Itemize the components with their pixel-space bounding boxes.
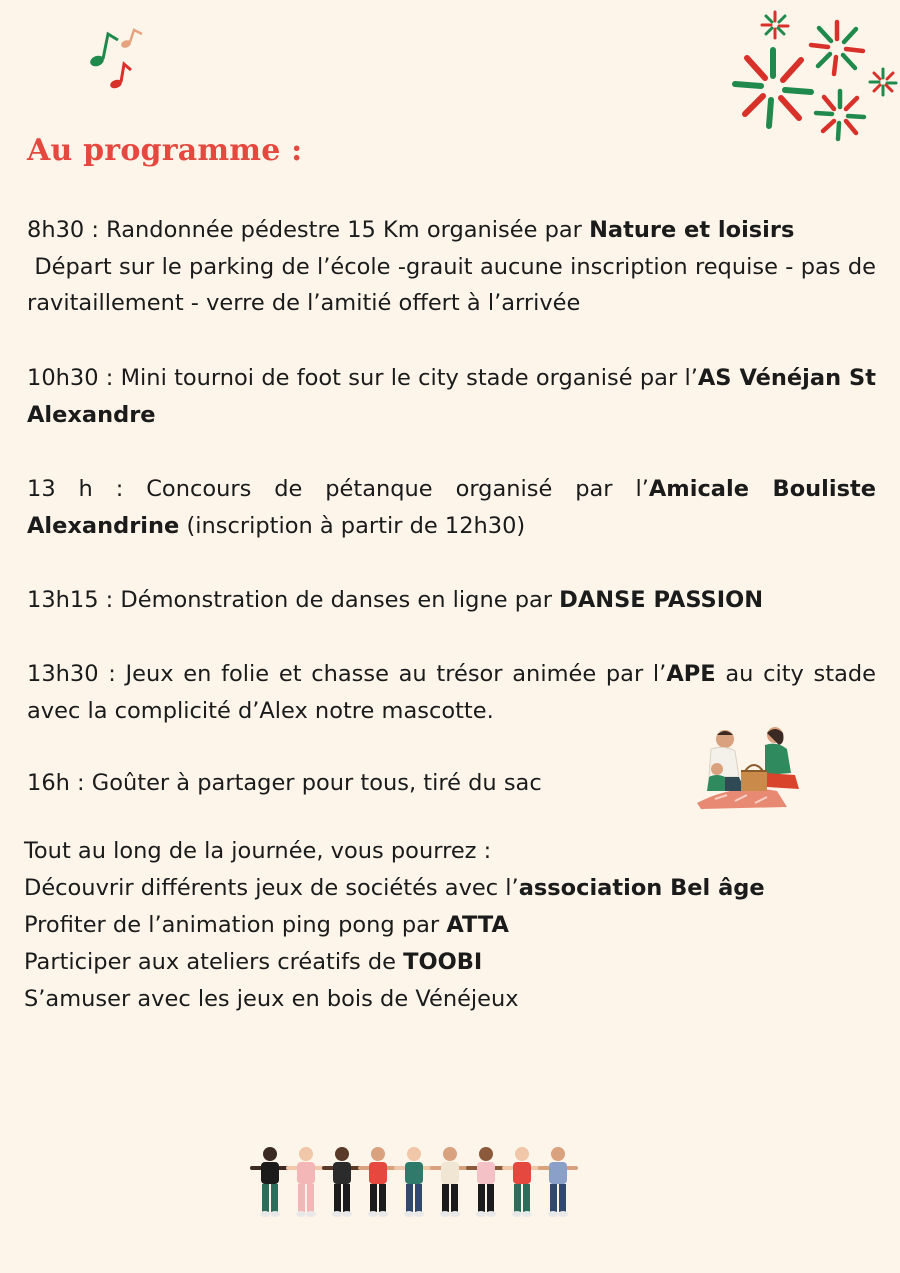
schedule-item-1315 [27, 582, 876, 619]
person-figure [360, 1147, 396, 1217]
schedule-text: Démonstration de danses en ligne par [120, 587, 560, 613]
fireworks-icon [725, 10, 900, 145]
schedule-text: Mini tournoi de foot sur le city stade organisé par l’ [120, 365, 698, 391]
person-figure [324, 1147, 360, 1217]
person-figure [288, 1147, 324, 1217]
schedule-time: 13 h : [27, 476, 147, 502]
schedule-text: Jeux en folie et chasse au trésor animée par l’ [125, 661, 667, 687]
schedule-item-1030 [27, 360, 876, 433]
schedule-time: 10h30 : [27, 365, 121, 391]
schedule-item-1300 [27, 471, 876, 544]
schedule-time: 13h30 : [27, 661, 126, 687]
list-item [24, 981, 765, 1018]
person-figure [252, 1147, 288, 1217]
schedule-time: 8h30 : [27, 217, 107, 243]
person-figure [432, 1147, 468, 1217]
music-notes-icon [88, 28, 148, 92]
schedule-note: au city stade avec la complicité d’Alex notre mascotte. [27, 661, 877, 724]
activity-org: ATTA [446, 912, 509, 938]
activity-org: TOOBI [403, 949, 483, 975]
schedule-text: Concours de pétanque organisé par l’ [146, 476, 649, 502]
schedule-org: Nature et loisirs [589, 217, 795, 243]
schedule-org: APE [666, 661, 716, 687]
schedule-time: 13h15 : [27, 587, 121, 613]
activity-org: association Bel âge [518, 875, 765, 901]
person-figure [468, 1147, 504, 1217]
schedule-org: AS Vénéjan St Alexandre [27, 365, 876, 428]
all-day-activities [24, 833, 765, 1018]
picnic-family-illustration [695, 725, 815, 810]
activity-text: Participer aux ateliers créatifs de [24, 949, 404, 975]
schedule-text: Goûter à partager pour tous, tiré du sac [91, 770, 542, 796]
activity-text: Découvrir différents jeux de sociétés avec l’ [24, 875, 519, 901]
person-figure [504, 1147, 540, 1217]
schedule-org: DANSE PASSION [559, 587, 764, 613]
person-figure [540, 1147, 576, 1217]
schedule-details: Départ sur le parking de l’école -grauit aucune inscription requise - pas de ravitaillement - verre de l’amitié offert à l’arrivée [27, 253, 884, 316]
schedule-time: 16h : [27, 770, 92, 796]
schedule-org: Amicale Bouliste Alexandrine [27, 476, 877, 539]
list-item [24, 907, 765, 944]
list-item [24, 944, 765, 981]
schedule-item-1330 [27, 656, 876, 729]
people-holding-hands-illustration [248, 1140, 618, 1225]
page-title: Au programme : [27, 133, 303, 168]
activity-text: S’amuser avec les jeux en bois de Vénéjeux [24, 986, 519, 1012]
schedule-item-0830 [27, 212, 884, 322]
all-day-intro: Tout au long de la journée, vous pourrez : [24, 838, 492, 864]
schedule-note: (inscription à partir de 12h30) [179, 512, 526, 539]
list-item [24, 870, 765, 907]
schedule-text: Randonnée pédestre 15 Km organisée par [106, 217, 590, 243]
activity-text: Profiter de l’animation ping pong par [24, 912, 447, 938]
person-figure [396, 1147, 432, 1217]
